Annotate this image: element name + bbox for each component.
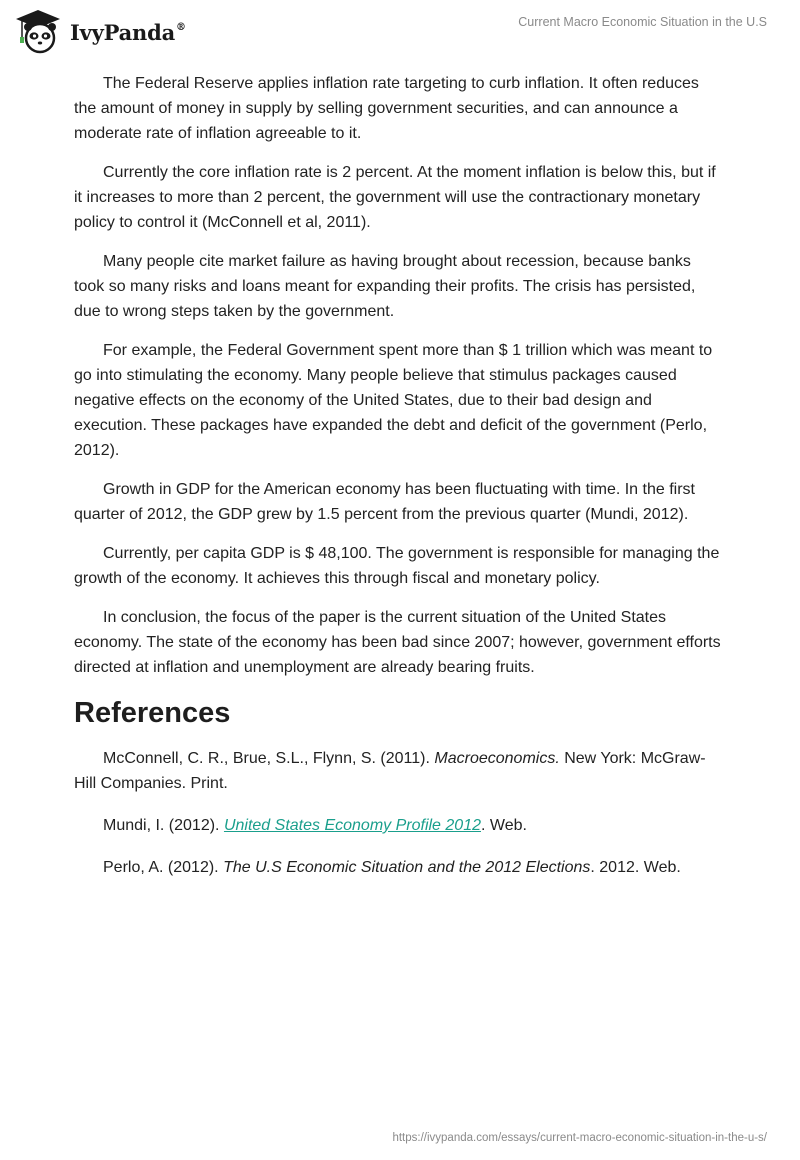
body-paragraph: In conclusion, the focus of the paper is the current situation of the United States economy. The state of the economy has been bad since 2007; however, government efforts directed at inflation and unemployment are already bearing fruits. (74, 609, 721, 676)
reference-item: McConnell, C. R., Brue, S.L., Flynn, S. (2011). Macroeconomics. New York: McGraw-Hill Companies. Print. (74, 750, 706, 792)
reference-title: Macroeconomics. (434, 750, 560, 767)
brand-logo[interactable] (14, 8, 186, 54)
body-paragraph: Currently, per capita GDP is $ 48,100. The government is responsible for managing the growth of the economy. It achieves this through fiscal and monetary policy. (74, 545, 720, 587)
document-title: Current Macro Economic Situation in the U.S (518, 15, 767, 29)
references-heading: References (74, 697, 231, 729)
reference-link[interactable]: United States Economy Profile 2012 (223, 817, 481, 834)
body-paragraph: Currently the core inflation rate is 2 percent. At the moment inflation is below this, but if it increases to more than 2 percent, the government will use the contractionary monetary policy to control it (McConnell et al, 2011). (74, 164, 716, 231)
reference-title: The U.S Economic Situation and the 2012 Elections (223, 859, 591, 876)
reference-item: Mundi, I. (2012). United States Economy Profile 2012. Web. (103, 817, 527, 834)
panda-graduate-icon (14, 8, 62, 54)
body-paragraph: The Federal Reserve applies inflation rate targeting to curb inflation. It often reduces the amount of money in supply by selling government securities, and can announce a moderate rate of inflation agreeable to it. (74, 75, 699, 142)
source-url: https://ivypanda.com/essays/current-macro-economic-situation-in-the-u-s/ (392, 1132, 767, 1144)
body-paragraph: Growth in GDP for the American economy has been fluctuating with time. In the first quarter of 2012, the GDP grew by 1.5 percent from the previous quarter (Mundi, 2012). (74, 481, 695, 523)
page-header (0, 0, 800, 70)
brand-name: IvyPanda® (70, 19, 186, 45)
reference-item: Perlo, A. (2012). The U.S Economic Situation and the 2012 Elections. 2012. Web. (103, 859, 681, 876)
body-paragraph: Many people cite market failure as having brought about recession, because banks took so many risks and loans meant for expanding their profits. The crisis has persisted, due to wrong steps taken by the government. (74, 253, 696, 320)
body-paragraph: For example, the Federal Government spent more than $ 1 trillion which was meant to go into stimulating the economy. Many people believe that stimulus packages caused negative effects on the economy of the United States, due to their bad design and execution. These packages have expanded the debt and deficit of the government (Perlo, 2012). (74, 342, 713, 459)
essay-content (74, 71, 724, 897)
